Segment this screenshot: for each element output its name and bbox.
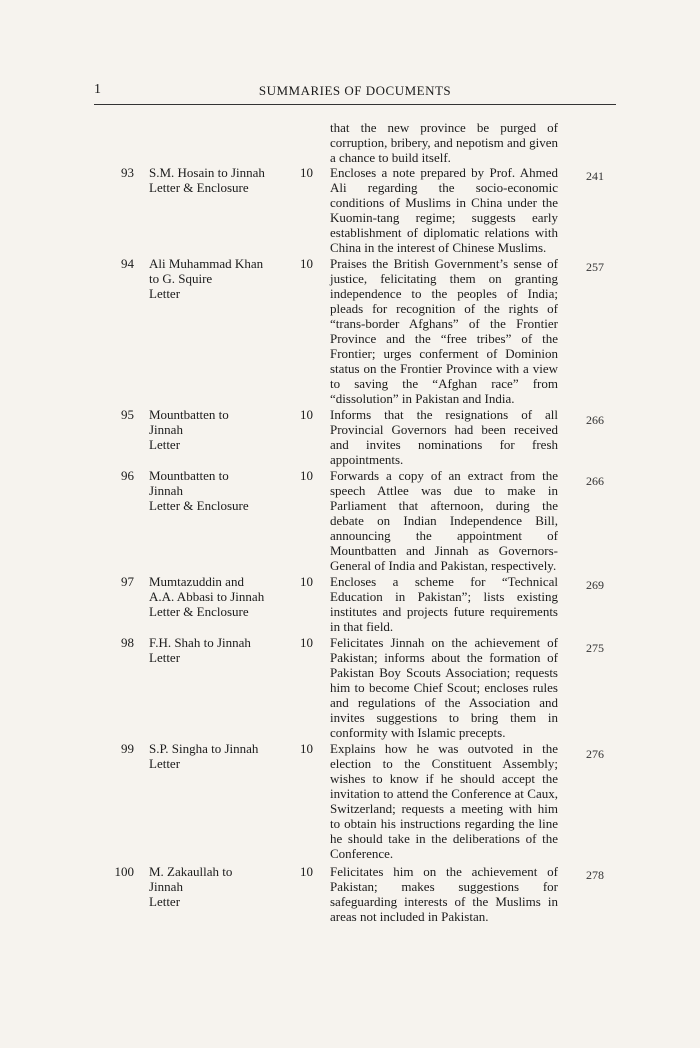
volume-number: 10 [300,635,313,650]
correspondence-line: Letter [149,756,181,771]
correspondence-line: Letter & Enclosure [149,604,249,619]
correspondence-cell [149,256,277,301]
correspondence-line: Letter [149,894,181,909]
continuation-text: that the new province be purged of corruption, bribery, and nepotism and given a chance to build itself. [330,120,558,165]
volume-number: 10 [300,864,313,879]
volume-number: 10 [300,407,313,422]
correspondence-line: S.P. Singha to Jinnah [149,741,259,756]
correspondence-line: Jinnah [149,422,183,437]
correspondence-line: Letter & Enclosure [149,498,249,513]
correspondence-line: Jinnah [149,879,183,894]
correspondence-line: F.H. Shah to Jinnah [149,635,251,650]
summary-text: Explains how he was outvoted in the election to the Constituent Assembly; wishes to know if he should accept the invitation to attend the Conference at Caux, Switzerland; requests a meeting with him to obtain his instructions regarding the line he should take in the deliberations of the Conference. [330,741,558,861]
document-number: 96 [121,468,134,483]
summary-text: Praises the British Government’s sense of justice, felicitating them on granting independence to the peoples of India; pleads for recognition of the rights of “trans-border Afghans” of the Frontier Province and the “free tribes” of the Frontier; urges conferment of Dominion status on the Frontier Province with a view to saving the “Afghan race” from “dissolution” in Pakistan and India. [330,256,558,406]
correspondence-line: Mountbatten to [149,468,229,483]
volume-number: 10 [300,741,313,756]
document-number: 93 [121,165,134,180]
correspondence-line: Letter & Enclosure [149,180,249,195]
volume-number: 10 [300,574,313,589]
document-number: 100 [114,864,134,879]
volume-number: 10 [300,468,313,483]
page-number: 1 [94,82,101,97]
page-reference: 266 [586,474,604,488]
document-number: 94 [121,256,134,271]
correspondence-line: Mumtazuddin and [149,574,244,589]
page-reference: 278 [586,868,604,882]
page-reference: 241 [586,169,604,183]
correspondence-line: Mountbatten to [149,407,229,422]
page-reference: 269 [586,578,604,592]
summary-text: Felicitates him on the achievement of Pakistan; makes suggestions for safeguarding interests of the Muslims in areas not included in Pakistan. [330,864,558,924]
volume-number: 10 [300,256,313,271]
summary-text: Felicitates Jinnah on the achievement of Pakistan; informs about the formation of Pakistan Boy Scouts Association; requests him to become Chief Scout; encloses rules and regulations of the Association and invites suggestions to bring them in conformity with Islamic precepts. [330,635,558,740]
page-reference: 257 [586,260,604,274]
correspondence-cell [149,864,277,909]
correspondence-line: Ali Muhammad Khan [149,256,264,271]
document-number: 98 [121,635,134,650]
page-reference: 266 [586,413,604,427]
correspondence-line: Jinnah [149,483,183,498]
document-number: 97 [121,574,134,589]
correspondence-line: A.A. Abbasi to Jinnah [149,589,265,604]
header-rule [94,104,616,105]
correspondence-cell [149,635,277,665]
correspondence-line: Letter [149,286,181,301]
volume-number: 10 [300,165,313,180]
page-reference: 276 [586,747,604,761]
correspondence-line: S.M. Hosain to Jinnah [149,165,265,180]
summary-text: Forwards a copy of an extract from the speech Attlee was due to make in Parliament that afternoon, during the debate on Indian Independence Bill, announcing the appointment of Mountbatten and Jinnah as Governors-General of India and Pakistan, respectively. [330,468,558,573]
summary-text: Encloses a scheme for “Technical Education in Pakistan”; lists existing institutes and projects future requirements in that field. [330,574,558,634]
page-reference: 275 [586,641,604,655]
correspondence-cell [149,468,277,513]
correspondence-cell [149,165,277,195]
running-head: SUMMARIES OF DOCUMENTS [258,83,452,98]
correspondence-line: Letter [149,650,181,665]
page-header [94,82,616,102]
correspondence-line: to G. Squire [149,271,213,286]
correspondence-cell [149,407,277,452]
document-number: 99 [121,741,134,756]
summary-text: Informs that the resignations of all Provincial Governors had been received and invites nominations for fresh appointments. [330,407,558,467]
document-number: 95 [121,407,134,422]
correspondence-cell [149,574,277,619]
correspondence-cell [149,741,277,771]
summary-text: Encloses a note prepared by Prof. Ahmed Ali regarding the socio-economic conditions of Muslims in China under the Kuomin-tang regime; suggests early establishment of diplomatic relations with China in the interest of Chinese Muslims. [330,165,558,255]
correspondence-line: Letter [149,437,181,452]
correspondence-line: M. Zakaullah to [149,864,233,879]
